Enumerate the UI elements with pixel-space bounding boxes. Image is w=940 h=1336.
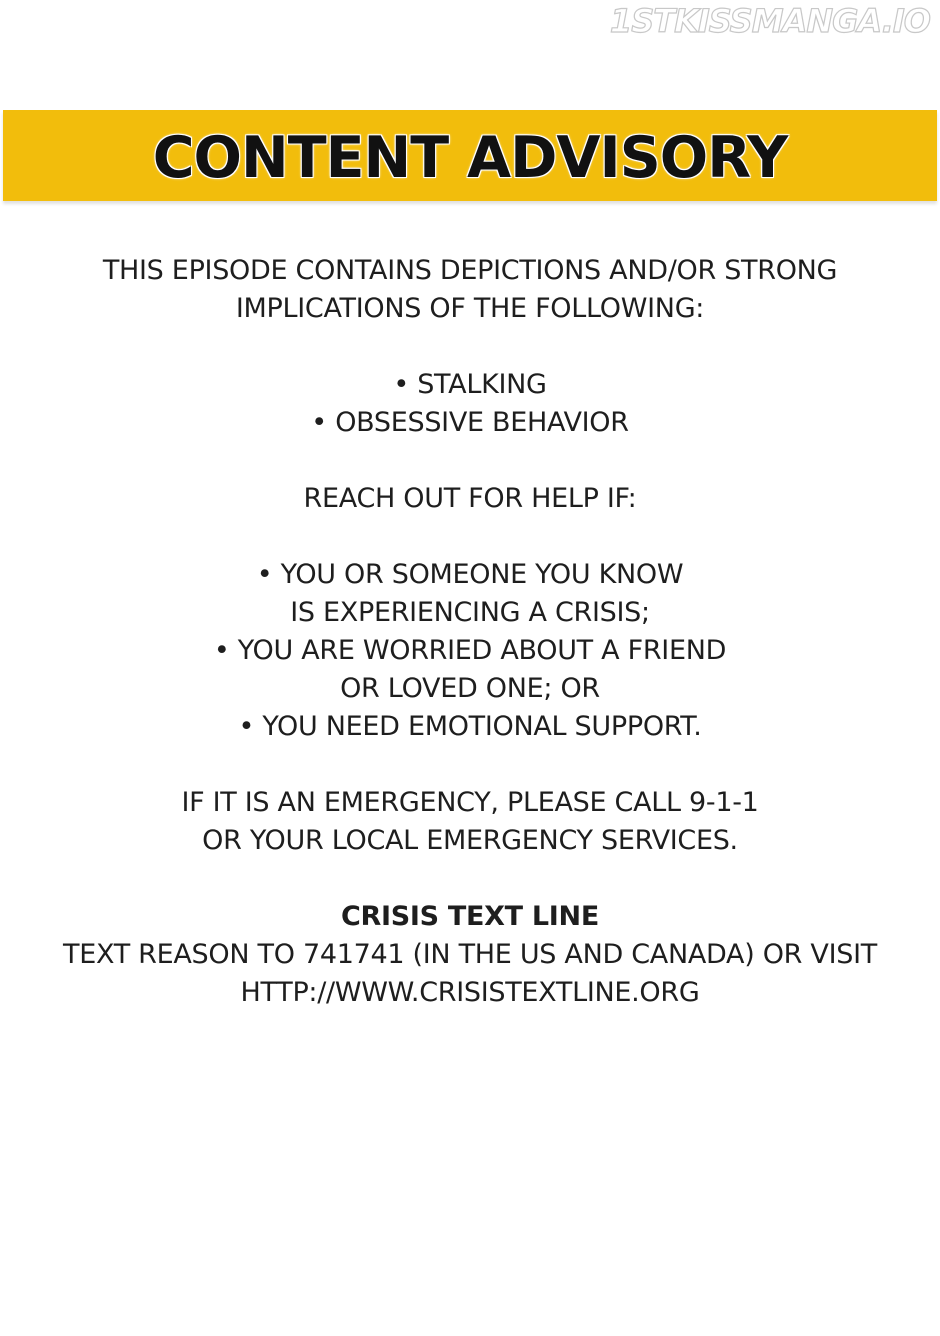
banner-title: CONTENT ADVISORY (152, 124, 788, 191)
spacer (0, 860, 940, 898)
intro-line-2: IMPLICATIONS OF THE FOLLOWING: (235, 293, 705, 324)
spacer (0, 518, 940, 556)
spacer (0, 328, 940, 366)
emergency-line-2: OR YOUR LOCAL EMERGENCY SERVICES. (202, 825, 738, 856)
site-watermark: 1STKISSMANGA.IO (609, 2, 930, 40)
help-heading: REACH OUT FOR HELP IF: (303, 483, 637, 514)
help-item: IS EXPERIENCING A CRISIS; (290, 597, 650, 628)
crisis-url: HTTP://WWW.CRISISTEXTLINE.ORG (240, 977, 700, 1008)
crisis-line-1: TEXT REASON TO 741741 (IN THE US AND CANADA) OR VISIT (63, 939, 877, 970)
help-item: OR LOVED ONE; OR (340, 673, 600, 704)
content-advisory-banner (3, 110, 937, 201)
advisory-body (0, 252, 940, 1012)
topic-item: • STALKING (393, 369, 547, 400)
help-item: • YOU OR SOMEONE YOU KNOW (256, 559, 684, 590)
spacer (0, 746, 940, 784)
spacer (0, 442, 940, 480)
emergency-line-1: IF IT IS AN EMERGENCY, PLEASE CALL 9-1-1 (181, 787, 759, 818)
help-item: • YOU ARE WORRIED ABOUT A FRIEND (213, 635, 727, 666)
intro-line-1: THIS EPISODE CONTAINS DEPICTIONS AND/OR STRONG (102, 255, 838, 286)
crisis-heading: CRISIS TEXT LINE (341, 901, 599, 932)
topic-item: • OBSESSIVE BEHAVIOR (311, 407, 629, 438)
help-item: • YOU NEED EMOTIONAL SUPPORT. (238, 711, 702, 742)
